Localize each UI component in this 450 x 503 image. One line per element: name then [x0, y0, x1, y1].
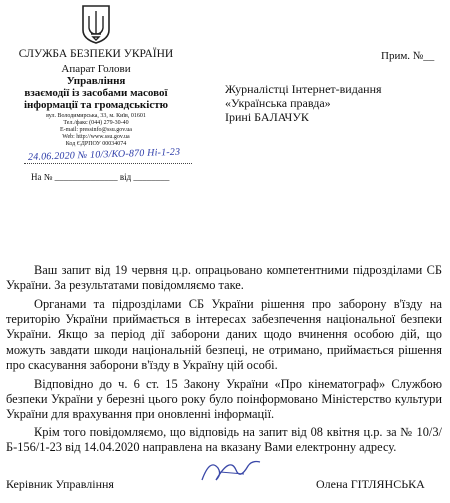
web-line: Web: http://www.ssu.gov.ua: [62, 134, 130, 140]
addressee-block: [225, 82, 445, 124]
department-line-3: інформації та громадськістю: [23, 99, 169, 111]
department-line-1: Управління: [66, 75, 126, 87]
body-paragraph-1: Ваш запит від 19 червня ц.р. опрацьовано компетентними підрозділами СБ України. За результатами повідомляємо таке.: [6, 263, 442, 293]
department-line-2: взаємодії із засобами масової: [24, 87, 168, 99]
body-paragraph-3: Відповідно до ч. 6 ст. 15 Закону України «Про кінематограф» Службою безпеки України у березні цього року було поінформовано Міністерство культури України для врахування при оновленні інформації.: [6, 377, 442, 422]
copy-number: Прим. №__: [381, 50, 435, 62]
body-paragraph-2: Органами та підрозділами СБ України рішення про заборону в'їзду на територію України приймається в інтересах забезпечення національної безпеки України. Якщо за період дії заборони даних щодо вчинення особою дій, що можуть завдати шкоди національній безпеці, не отримано, приймається рішення про скасування заборони в'їзду в Україну цій особі.: [6, 297, 442, 372]
registration-underline: [24, 163, 192, 164]
handwritten-signature: [196, 450, 266, 488]
body-paragraph-4: Крім того повідомляємо, що відповідь на запит від 08 квітня ц.р. за № 10/3/Б-156/1-23 від 14.04.2020 направлена на вказану Вами електронну адресу.: [6, 425, 442, 455]
phone-line: Тел./факс (044) 279-30-40: [63, 120, 129, 126]
code-line: Код ЄДРПОУ 00034074: [65, 141, 127, 147]
signatory-title: Керівник Управління: [6, 477, 114, 491]
addressee-line-3: Ірині БАЛАЧУК: [225, 110, 309, 124]
email-line: E-mail: pressinfo@ssu.gov.ua: [60, 127, 132, 133]
department-name: [2, 75, 190, 111]
addressee-line-1: Журналістці Інтернет-видання: [225, 82, 382, 96]
address-line: вул. Володимирська, 33, м. Київ, 01601: [46, 113, 146, 119]
signatory-name: Олена ГІТЛЯНСЬКА: [316, 477, 425, 491]
addressee-line-2: «Українська правда»: [225, 96, 331, 110]
coat-of-arms-trident-icon: [79, 4, 113, 44]
org-address: [2, 113, 190, 148]
apparatus-name: Апарат Голови: [61, 63, 131, 75]
registration-stamp: 24.06.2020 № 10/3/КО-870 Ні-1-23: [27, 146, 181, 163]
org-name: СЛУЖБА БЕЗПЕКИ УКРАЇНИ: [18, 48, 174, 60]
reference-number-line: На № ______________ від ________: [31, 172, 170, 182]
